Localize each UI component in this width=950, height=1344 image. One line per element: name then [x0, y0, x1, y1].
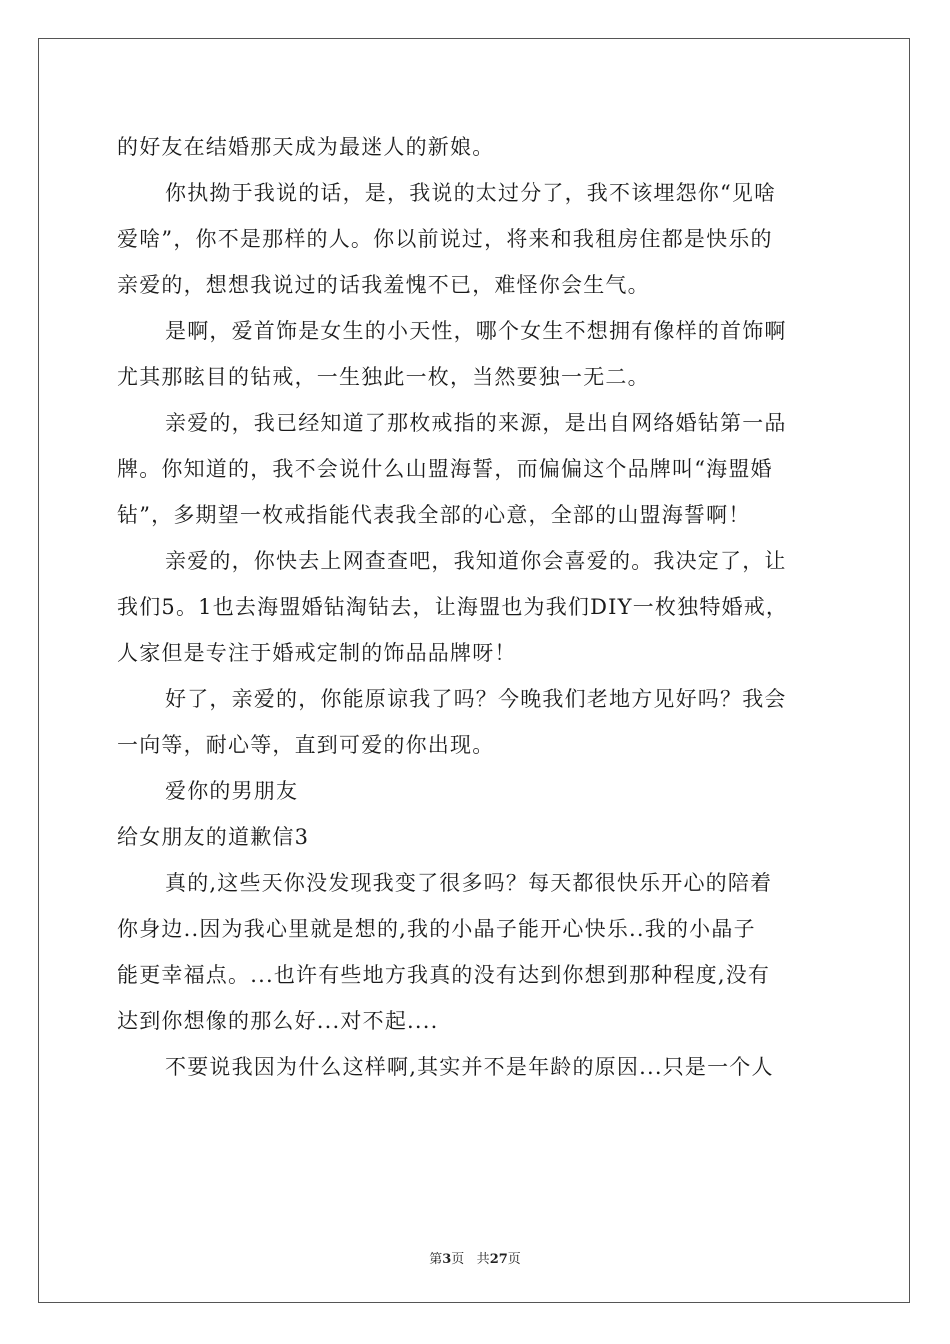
paragraph: [117, 860, 833, 1044]
paragraph: [117, 1044, 833, 1090]
text-line: 你执拗于我说的话，是，我说的太过分了，我不该埋怨你“见啥: [165, 181, 777, 205]
text-line: 爱啥”，你不是那样的人。你以前说过，将来和我租房住都是快乐的: [117, 227, 773, 251]
paragraph: [117, 124, 833, 170]
text-line: 一向等，耐心等，直到可爱的你出现。: [117, 733, 495, 757]
footer-total-prefix: 共: [476, 1252, 490, 1267]
text-line: 人家但是专注于婚戒定制的饰品品牌呀！: [117, 641, 517, 665]
text-line: 的好友在结婚那天成为最迷人的新娘。: [117, 135, 495, 159]
paragraph: [117, 308, 833, 400]
footer-page-number: 3: [442, 1252, 452, 1267]
paragraph: [117, 768, 833, 814]
text-line: 亲爱的，想想我说过的话我羞愧不已，难怪你会生气。: [117, 273, 650, 297]
text-line: 我们5。1也去海盟婚钻淘钻去，让海盟也为我们DIY一枚独特婚戒，: [117, 595, 789, 619]
text-line: 钻”，多期望一枚戒指能代表我全部的心意，全部的山盟海誓啊！: [117, 503, 751, 527]
paragraph: [117, 814, 833, 860]
text-line: 能更幸福点。...也许有些地方我真的没有达到你想到那种程度,没有: [117, 963, 771, 987]
document-body: [117, 124, 833, 1090]
footer-prefix: 第: [429, 1252, 443, 1267]
text-line: 牌。你知道的，我不会说什么山盟海誓，而偏偏这个品牌叫“海盟婚: [117, 457, 773, 481]
text-line: 你身边..因为我心里就是想的,我的小晶子能开心快乐..我的小晶子: [117, 917, 756, 941]
text-line: 给女朋友的道歉信3: [117, 825, 310, 849]
text-line: 是啊，爱首饰是女生的小天性，哪个女生不想拥有像样的首饰啊: [165, 319, 787, 343]
page-footer: [0, 1248, 950, 1267]
text-line: 好了，亲爱的，你能原谅我了吗？今晚我们老地方见好吗？我会: [165, 687, 787, 711]
text-line: 达到你想像的那么好...对不起....: [117, 1009, 439, 1033]
text-line: 真的,这些天你没发现我变了很多吗？每天都很快乐开心的陪着: [165, 871, 773, 895]
text-line: 尤其那眩目的钻戒，一生独此一枚，当然要独一无二。: [117, 365, 650, 389]
text-line: 不要说我因为什么这样啊,其实并不是年龄的原因...只是一个人: [165, 1055, 774, 1079]
footer-page-suffix: 页: [451, 1252, 465, 1267]
text-line: 亲爱的，你快去上网查查吧，我知道你会喜爱的。我决定了，让: [165, 549, 787, 573]
paragraph: [117, 170, 833, 308]
paragraph: [117, 676, 833, 768]
paragraph: [117, 538, 833, 676]
text-line: 爱你的男朋友: [165, 779, 299, 803]
paragraph: [117, 400, 833, 538]
footer-total-pages: 27: [489, 1252, 508, 1267]
footer-total-suffix: 页: [507, 1252, 521, 1267]
text-line: 亲爱的，我已经知道了那枚戒指的来源，是出自网络婚钻第一品: [165, 411, 787, 435]
